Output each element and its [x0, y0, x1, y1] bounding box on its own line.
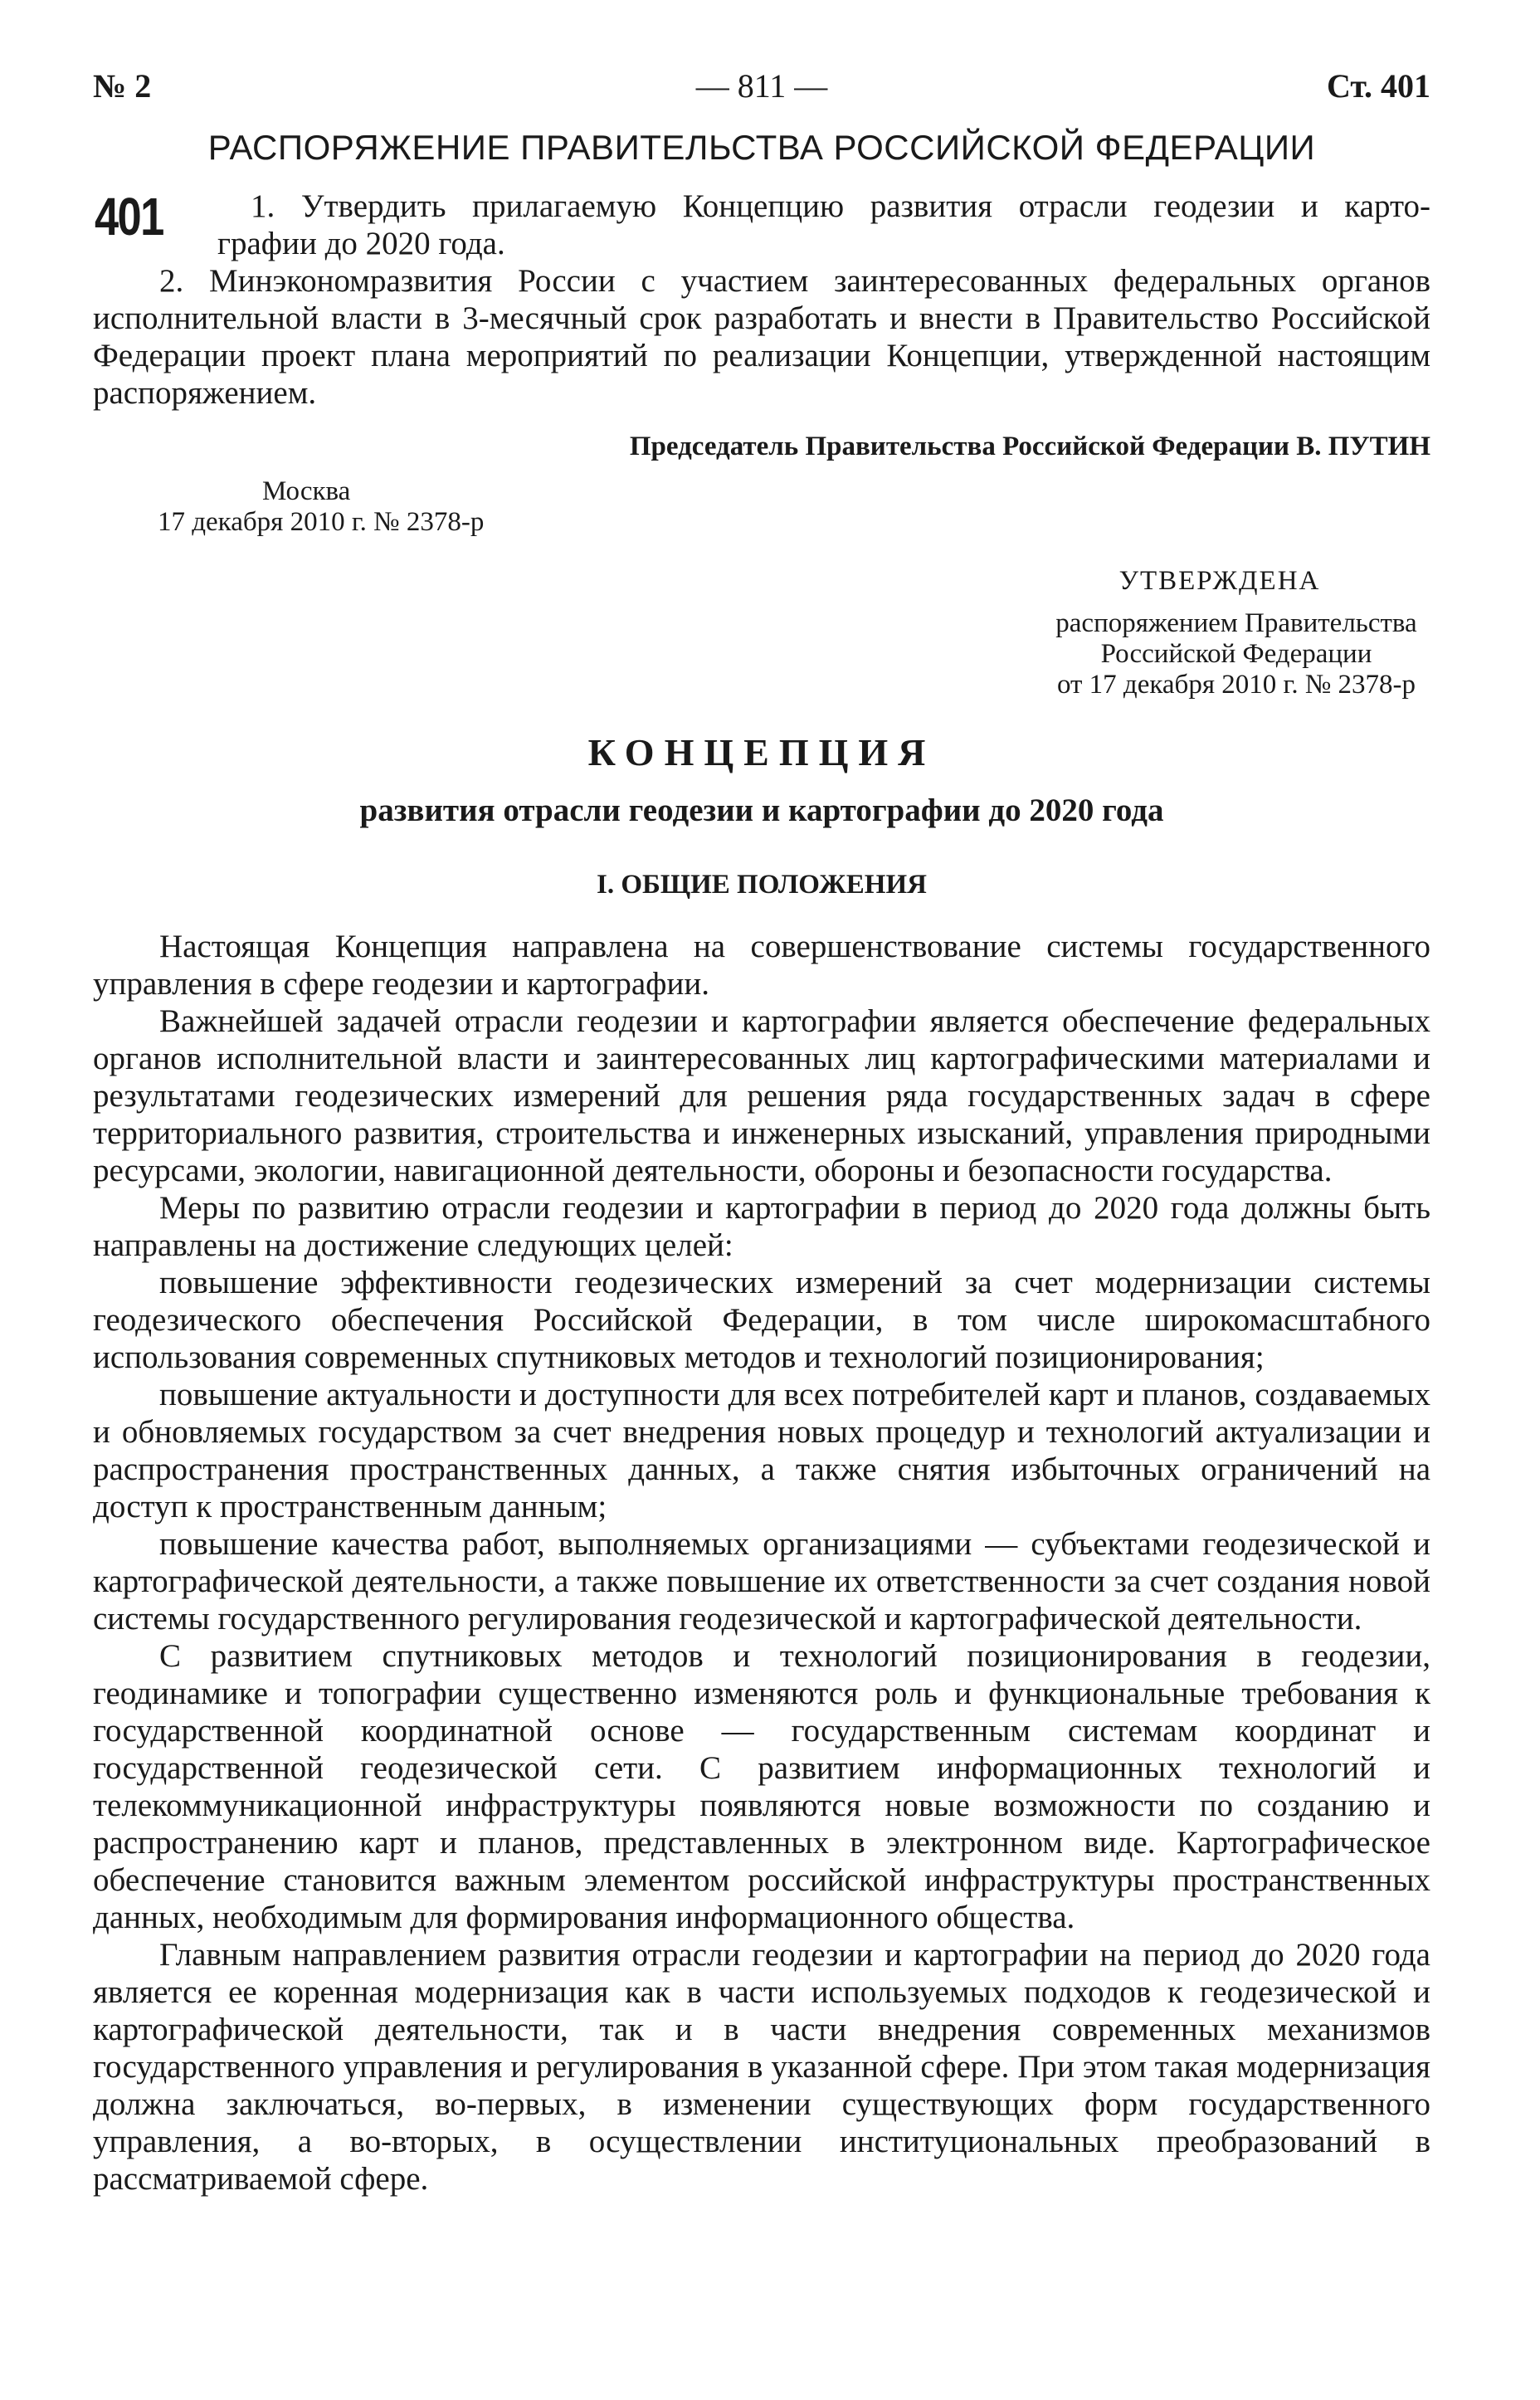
order-item-1-line-2: графии до 2020 года.	[217, 226, 505, 261]
act-number: 401	[95, 187, 163, 246]
concept-subtitle: развития отрасли геодезии и картографии до 2020 года	[359, 793, 1164, 828]
page-number: — 811 —	[695, 67, 828, 105]
paragraph: С развитием спутниковых методов и технологий позиционирования в геодезии, геодинамике и топографии существенно изменяются роль и функциональные требования к государственной координатной основе — государственным системам координат и государственной геодезической сети. С развитием информационных технологий и телекоммуникационной инфраструктуры появляются новые возможности по созданию и распространению карт и планов, представленных в электронном виде. Картографическое обеспечение становится важным элементом российской инфраструктуры пространственных данных, необходимым для формирования информационного общества.	[93, 1638, 1430, 1935]
paragraph: Главным направлением развития отрасли геодезии и картографии на период до 2020 года является ее коренная модернизация как в части используемых подходов к геодезической и картографической деятельности, так и в части внедрения современных механизмов государственного управления и регулирования в указанной сфере. При этом такая модернизация должна заключаться, во-первых, в изменении существующих форм государственного управления, а во-вторых, в осуществлении институциональных преобразований в рассматриваемой сфере.	[93, 1937, 1430, 2197]
list-item: повышение эффективности геодезических измерений за счет модернизации системы геодезического обеспечения Российской Федерации, в том числе широкомасштабного использования современных спутниковых методов и технологий позиционирования;	[93, 1265, 1430, 1375]
article-number: Ст. 401	[1327, 67, 1430, 105]
date-number: 17 декабря 2010 г. № 2378-р	[158, 507, 485, 537]
issue-number: № 2	[93, 67, 152, 105]
approval-block	[1021, 566, 1452, 700]
order-text	[93, 188, 1430, 412]
section-title: I. ОБЩИЕ ПОЛОЖЕНИЯ	[597, 870, 927, 900]
concept-body	[93, 928, 1430, 2198]
order-item-1-line-1: 1. Утвердить прилагаемую Концепцию развития отрасли геодезии и карто-	[251, 188, 1430, 224]
signature-line: Председатель Правительства Российской Федерации В. ПУТИН	[629, 432, 1430, 461]
act-title: РАСПОРЯЖЕНИЕ ПРАВИТЕЛЬСТВА РОССИЙСКОЙ ФЕДЕРАЦИИ	[207, 128, 1316, 167]
place-date	[158, 476, 573, 538]
order-item-2: 2. Минэкономразвития России с участием заинтересованных федеральных органов исполнительной власти в 3-месячный срок разработать и внести в Правительство Российской Федерации проект плана мероприятий по реализации Концепции, утвержденной настоящим распоряжением.	[93, 263, 1430, 411]
approval-line-2: Российской Федерации	[1100, 639, 1372, 669]
approval-line-1: распоряжением Правительства	[1055, 608, 1417, 638]
list-item: повышение качества работ, выполняемых организациями — субъектами геодезической и картографической деятельности, а также повышение их ответственности за счет создания новой системы государственного регулирования геодезической и картографической деятельности.	[93, 1526, 1430, 1637]
approval-line-3: от 17 декабря 2010 г. № 2378-р	[1056, 670, 1416, 700]
page-header	[93, 66, 1430, 116]
concept-title: КОНЦЕПЦИЯ	[587, 731, 936, 773]
city: Москва	[262, 476, 351, 506]
approval-stamp: УТВЕРЖДЕНА	[1118, 566, 1321, 596]
paragraph: Важнейшей задачей отрасли геодезии и картографии является обеспечение федеральных органов исполнительной власти и заинтересованных лиц картографическими материалами и результатами геодезических измерений для решения ряда государственных задач в сфере территориального развития, строительства и инженерных изысканий, управления природными ресурсами, экологии, навигационной деятельности, обороны и безопасности государства.	[93, 1003, 1430, 1188]
paragraph: Меры по развитию отрасли геодезии и картографии в период до 2020 года должны быть направлены на достижение следующих целей:	[93, 1190, 1430, 1263]
list-item: повышение актуальности и доступности для всех потребителей карт и планов, создаваемых и обновляемых государством за счет внедрения новых процедур и технологий актуализации и распространения пространственных данных, а также снятия избыточных ограничений на доступ к пространственным данным;	[93, 1377, 1430, 1524]
paragraph: Настоящая Концепция направлена на совершенствование системы государственного управления в сфере геодезии и картографии.	[93, 929, 1430, 1002]
